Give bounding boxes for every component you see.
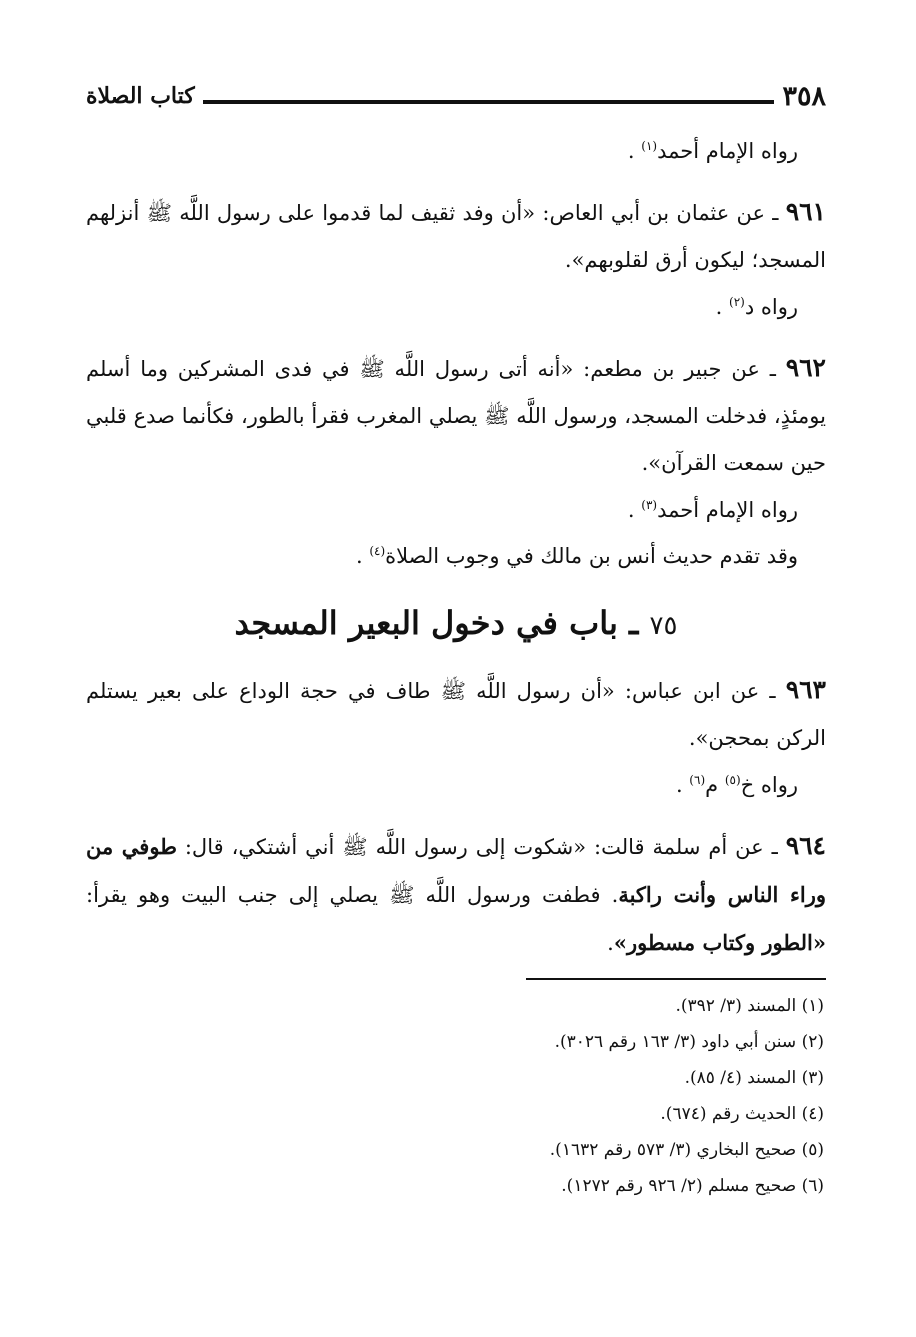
footnotes-list [104, 988, 824, 1204]
hadith-961 [86, 188, 826, 284]
hadith-text: ـ عن ابن عباس: «أن رسول اللَّه ﷺ طاف في حجة الوداع على بعير يستلم الركن بمحجن». [86, 679, 826, 750]
hadith-number: ٩٦١ [785, 197, 826, 226]
chapter-title: ـ باب في دخول البعير المسجد [234, 604, 650, 642]
hadith-end: . [607, 931, 614, 955]
chapter-heading [86, 597, 826, 652]
riwaya-end: . [627, 139, 642, 163]
footnote-item: (٥) صحيح البخاري (٣/ ٥٧٣ رقم ١٦٣٢). [549, 1140, 824, 1160]
hadith-text: ـ عن عثمان بن أبي العاص: «أن وفد ثقيف لما قدموا على رسول اللَّه ﷺ أنزلهم المسجد؛ ليكون أرق لقلوبهم». [86, 201, 826, 272]
hadith-text: ـ عن جبير بن مطعم: «أنه أتى رسول اللَّه ﷺ في فدى المشركين وما أسلم يومئذٍ، فدخلت المسجد، ورسول اللَّه ﷺ يصلي المغرب فقرأ بالطور، فكأنما صدع قلبي حين سمعت القرآن». [86, 357, 826, 475]
riwaya-text: رواه خ [740, 773, 798, 797]
riwaya-text: م [705, 773, 725, 797]
hadith-964 [86, 822, 826, 967]
hadith-963 [86, 666, 826, 762]
riwaya-text: رواه الإمام أحمد [657, 498, 798, 522]
riwaya-line [86, 284, 826, 330]
footnote-separator [526, 978, 826, 980]
footnote-ref: (٦) [689, 773, 706, 787]
riwaya-line [86, 762, 826, 808]
hadith-number: ٩٦٣ [785, 675, 826, 704]
page-content [86, 128, 826, 967]
footnote-item: (٣) المسند (٤/ ٨٥). [684, 1068, 824, 1088]
riwaya-text: رواه د [744, 295, 798, 319]
footnote-ref: (٤) [369, 544, 386, 558]
footnote-item: (٦) صحيح مسلم (٢/ ٩٢٦ رقم ١٢٧٢). [561, 1176, 824, 1196]
riwaya-line [86, 487, 826, 533]
riwaya-end: . [675, 773, 690, 797]
cross-reference-line [86, 533, 826, 579]
footnote-ref: (١) [641, 139, 658, 153]
chapter-number: ٧٥ [649, 611, 678, 641]
cross-reference-text: وقد تقدم حديث أنس بن مالك في وجوب الصلاة [385, 544, 798, 568]
riwaya-text: رواه الإمام أحمد [657, 139, 798, 163]
footnote-item: (١) المسند (٣/ ٣٩٢). [675, 996, 824, 1016]
footnote-ref: (٣) [641, 498, 658, 512]
hadith-number: ٩٦٤ [785, 831, 826, 860]
hadith-emphasis: طوفي من وراء الناس وأنت راكبة [86, 834, 826, 907]
hadith-962 [86, 344, 826, 487]
header-rule [203, 100, 775, 104]
page-number: ٣٥٨ [782, 80, 826, 112]
riwaya-end: . [627, 498, 642, 522]
riwaya-line [86, 128, 826, 174]
riwaya-end: . [715, 295, 730, 319]
riwaya-end: . [355, 544, 370, 568]
hadith-number: ٩٦٢ [785, 353, 826, 382]
hadith-text: . فطفت ورسول اللَّه ﷺ يصلي إلى جنب البيت وهو يقرأ: [86, 883, 619, 907]
page-header [86, 78, 826, 114]
quran-quote: «الطور وكتاب مسطور» [613, 930, 826, 955]
book-title: كتاب الصلاة [86, 83, 195, 109]
hadith-text: ـ عن أم سلمة قالت: «شكوت إلى رسول اللَّه ﷺ أني أشتكي، قال: [176, 835, 786, 859]
footnote-item: (٢) سنن أبي داود (٣/ ١٦٣ رقم ٣٠٢٦). [554, 1032, 824, 1052]
footnote-item: (٤) الحديث رقم (٦٧٤). [660, 1104, 824, 1124]
footnote-ref: (٥) [724, 773, 741, 787]
footnote-ref: (٢) [729, 295, 745, 309]
